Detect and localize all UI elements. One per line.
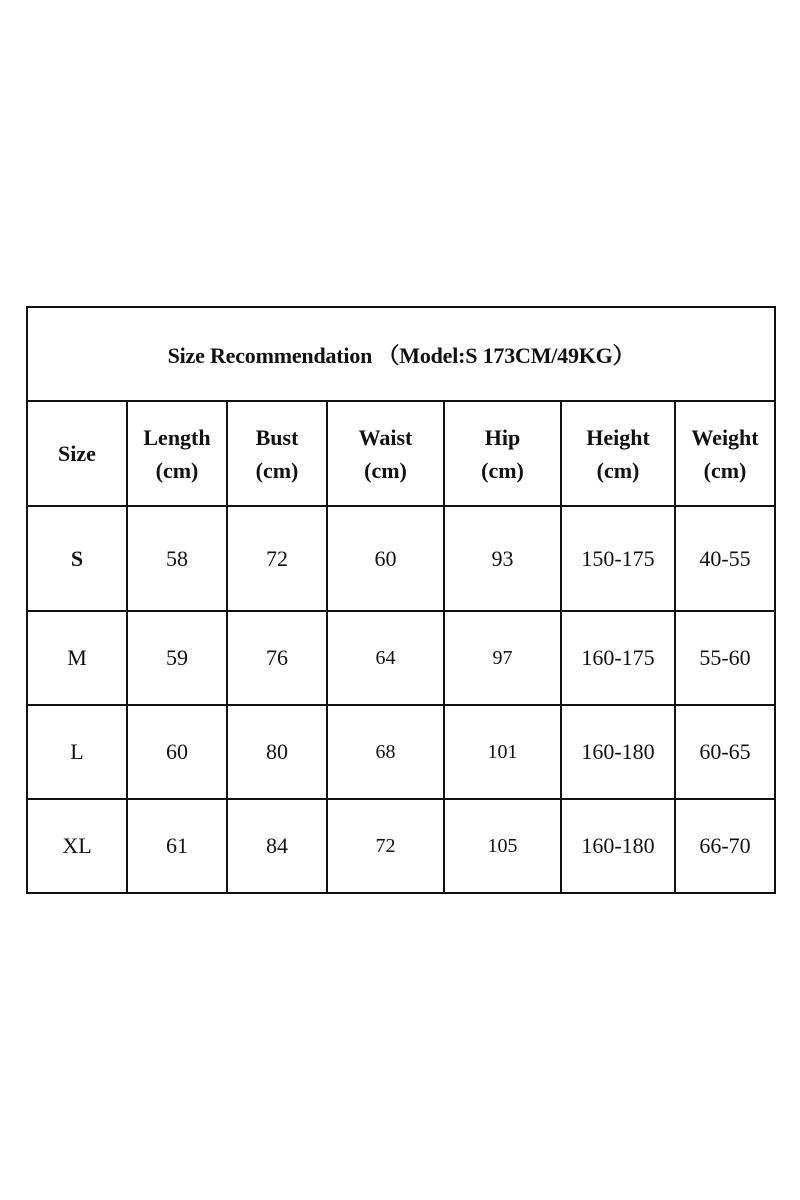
header-size-label: Size: [58, 441, 96, 466]
table-row: [27, 611, 775, 705]
table-title: Size Recommendation （Model:S 173CM/49KG）: [27, 307, 775, 401]
height-cell: 150-175: [561, 506, 675, 611]
waist-cell: 64: [327, 611, 444, 705]
length-cell: 58: [127, 506, 227, 611]
title-row: [27, 307, 775, 401]
header-weight-label: Weight: [691, 424, 759, 450]
bust-cell: 76: [227, 611, 327, 705]
header-row: [27, 401, 775, 506]
header-hip: [444, 401, 561, 506]
length-cell: 61: [127, 799, 227, 893]
header-length-unit: (cm): [155, 457, 199, 483]
header-waist-label: Waist: [358, 424, 413, 450]
table-row: [27, 799, 775, 893]
header-bust-label: Bust: [255, 424, 299, 450]
header-weight: [675, 401, 775, 506]
header-hip-unit: (cm): [481, 457, 524, 483]
header-bust: [227, 401, 327, 506]
waist-cell: 60: [327, 506, 444, 611]
size-cell: M: [27, 611, 127, 705]
bust-cell: 84: [227, 799, 327, 893]
size-chart-table: [26, 306, 776, 894]
header-waist: [327, 401, 444, 506]
bust-cell: 72: [227, 506, 327, 611]
header-length: [127, 401, 227, 506]
size-cell: XL: [27, 799, 127, 893]
weight-cell: 60-65: [675, 705, 775, 799]
header-height-unit: (cm): [596, 457, 640, 483]
hip-cell: 93: [444, 506, 561, 611]
hip-cell: 101: [444, 705, 561, 799]
weight-cell: 55-60: [675, 611, 775, 705]
table-row: [27, 705, 775, 799]
height-cell: 160-175: [561, 611, 675, 705]
waist-cell: 68: [327, 705, 444, 799]
header-hip-label: Hip: [484, 424, 521, 450]
weight-cell: 40-55: [675, 506, 775, 611]
header-bust-unit: (cm): [255, 457, 299, 483]
header-waist-unit: (cm): [364, 457, 407, 483]
size-cell: S: [27, 506, 127, 611]
height-cell: 160-180: [561, 705, 675, 799]
header-weight-unit: (cm): [703, 457, 747, 483]
waist-cell: 72: [327, 799, 444, 893]
hip-cell: 105: [444, 799, 561, 893]
header-size: [27, 401, 127, 506]
header-length-label: Length: [143, 424, 211, 450]
weight-cell: 66-70: [675, 799, 775, 893]
table-row: [27, 506, 775, 611]
hip-cell: 97: [444, 611, 561, 705]
header-height-label: Height: [586, 424, 650, 450]
bust-cell: 80: [227, 705, 327, 799]
length-cell: 59: [127, 611, 227, 705]
length-cell: 60: [127, 705, 227, 799]
height-cell: 160-180: [561, 799, 675, 893]
size-cell: L: [27, 705, 127, 799]
header-height: [561, 401, 675, 506]
